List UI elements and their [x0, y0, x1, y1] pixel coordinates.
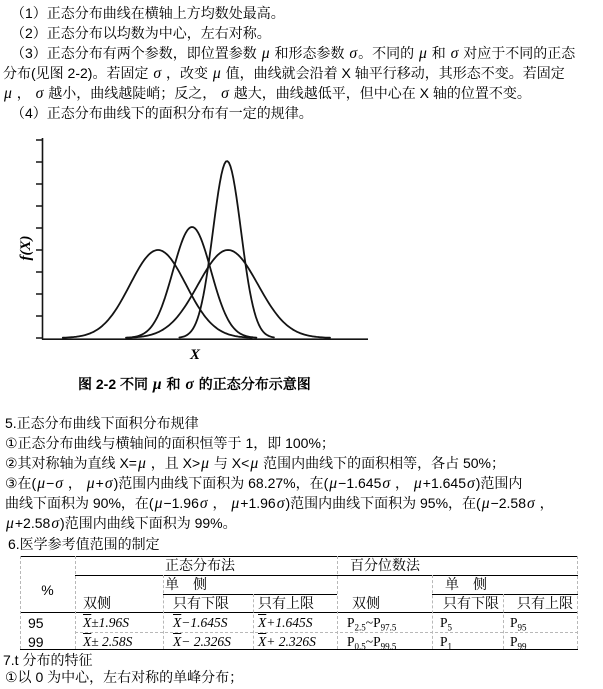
section5-title: 5.正态分布曲线下面积分布规律	[5, 415, 199, 431]
table-row99-lower-percentile: $P_1$	[440, 634, 453, 652]
table-header-lower-normal: 只有下限	[173, 595, 229, 611]
table-row95-upper-normal: $\overline{X}+1.645S$	[258, 615, 313, 630]
table-row95-upper-percentile: $P_{95}$	[510, 615, 527, 633]
table-row95-lower-normal: $\overline{X}-1.645S$	[173, 615, 228, 630]
table-header-bottom-border	[20, 612, 578, 613]
section5-item-2: ②其对称轴为直线 X=μ ，且 X>μ 与 X<μ 范围内曲线下的面积相等，各占 50%；	[5, 455, 505, 472]
section5-item-3a: ③在(μ−σ ， μ+σ)范围内曲线下面积为 68.27%，在(μ−1.645σ ， μ+1.645σ)范围内	[5, 475, 523, 492]
table-oneside-header-percentile: 单 侧	[445, 576, 487, 592]
table-row99-two-sided-normal: $\overline{X}\pm 2.58S$	[83, 634, 133, 649]
section5-item-1: ①正态分布曲线与横轴间的面积恒等于 1，即 100%；	[5, 435, 335, 451]
table-row99-two-sided-percentile: $P_{0.5}\sim P_{99.5}$	[347, 634, 397, 652]
table-vline-col5	[432, 575, 433, 649]
table-row99-upper-normal: $\overline{X}+ 2.326S$	[258, 634, 316, 649]
table-header-two-sided-normal: 双侧	[83, 595, 111, 611]
normal-distribution-figure	[0, 125, 420, 377]
section7-title: 7.t 分布的特征	[3, 652, 93, 668]
reference-range-table	[20, 556, 578, 650]
normal-curves-plot	[0, 125, 420, 377]
table-row95-two-sided-percentile: $P_{2.5}\sim P_{97.5}$	[347, 615, 397, 633]
table-group-normal-method: 正态分布法	[165, 557, 235, 573]
table-vline-col6	[503, 594, 504, 649]
intro-line-5: μ ， σ 越小，曲线越陡峭；反之， σ 越大，曲线越低平，但中心在 X 轴的位置不变。	[4, 85, 531, 102]
intro-line-3: （3）正态分布有两个参数，即位置参数 μ 和形态参数 σ。不同的 μ 和 σ 对应于不同的正态	[11, 45, 576, 62]
intro-line-2: （2）正态分布以均数为中心，左右对称。	[11, 25, 271, 41]
intro-line-1: （1）正态分布曲线在横轴上方均数处最高。	[11, 5, 285, 21]
table-vline-col2	[163, 575, 164, 649]
table-vline-col3	[253, 594, 254, 649]
table-group-percentile-method: 百分位数法	[350, 557, 420, 573]
table-row99-upper-percentile: $P_{99}$	[510, 634, 527, 652]
table-header-lower-percentile: 只有下限	[443, 595, 499, 611]
normal-curve-medium	[127, 227, 256, 338]
table-vline-left-edge	[20, 556, 21, 649]
table-group-underline	[75, 575, 578, 576]
table-vline-col4	[337, 556, 338, 649]
intro-paragraph	[3, 3, 575, 123]
section5-area-rules	[5, 413, 554, 533]
table-oneside-header-normal: 单 侧	[165, 576, 207, 592]
intro-line-4: 分布(见图 2-2)。若固定 σ ，改变 μ 值，曲线就会沿着 X 轴平行移动，其形态不变。若固定	[3, 65, 565, 82]
table-row95-lower-percentile: $P_5$	[440, 615, 453, 633]
figure-caption: 图 2-2 不同 μ 和 σ 的正态分布示意图	[78, 376, 311, 393]
section5-item-3b: 曲线下面积为 90%，在(μ−1.96σ ， μ+1.96σ)范围内曲线下面积为 95%，在(μ−2.58σ ，	[5, 495, 554, 512]
section6-title: 6.医学参考值范围的制定	[8, 536, 160, 552]
table-row99-pct: 99	[28, 634, 44, 650]
table-header-upper-percentile: 只有上限	[517, 595, 573, 611]
table-vline-col1	[75, 556, 76, 649]
x-axis-label: X	[190, 347, 201, 363]
normal-curve-wide-left	[63, 250, 252, 338]
table-row99-lower-normal: $\overline{X}- 2.326S$	[173, 634, 231, 649]
table-top-border	[20, 556, 578, 557]
y-axis-label: f(X)	[18, 235, 34, 261]
normal-curve-wide-right	[126, 250, 330, 338]
section5-item-3c: μ+2.58σ)范围内曲线下面积为 99%。	[6, 515, 237, 532]
intro-line-6: （4）正态分布曲线下的面积分布有一定的规律。	[11, 105, 313, 121]
table-header-upper-normal: 只有上限	[258, 595, 314, 611]
table-row95-pct: 95	[28, 615, 44, 631]
section7-item-1: ①以 0 为中心，左右对称的单峰分布；	[5, 669, 244, 685]
table-vline-right-edge	[577, 556, 578, 649]
table-corner-percent: %	[41, 582, 54, 598]
table-header-two-sided-percentile: 双侧	[352, 595, 380, 611]
table-row95-two-sided-normal: $\overline{X}\pm 1.96S$	[83, 615, 130, 630]
